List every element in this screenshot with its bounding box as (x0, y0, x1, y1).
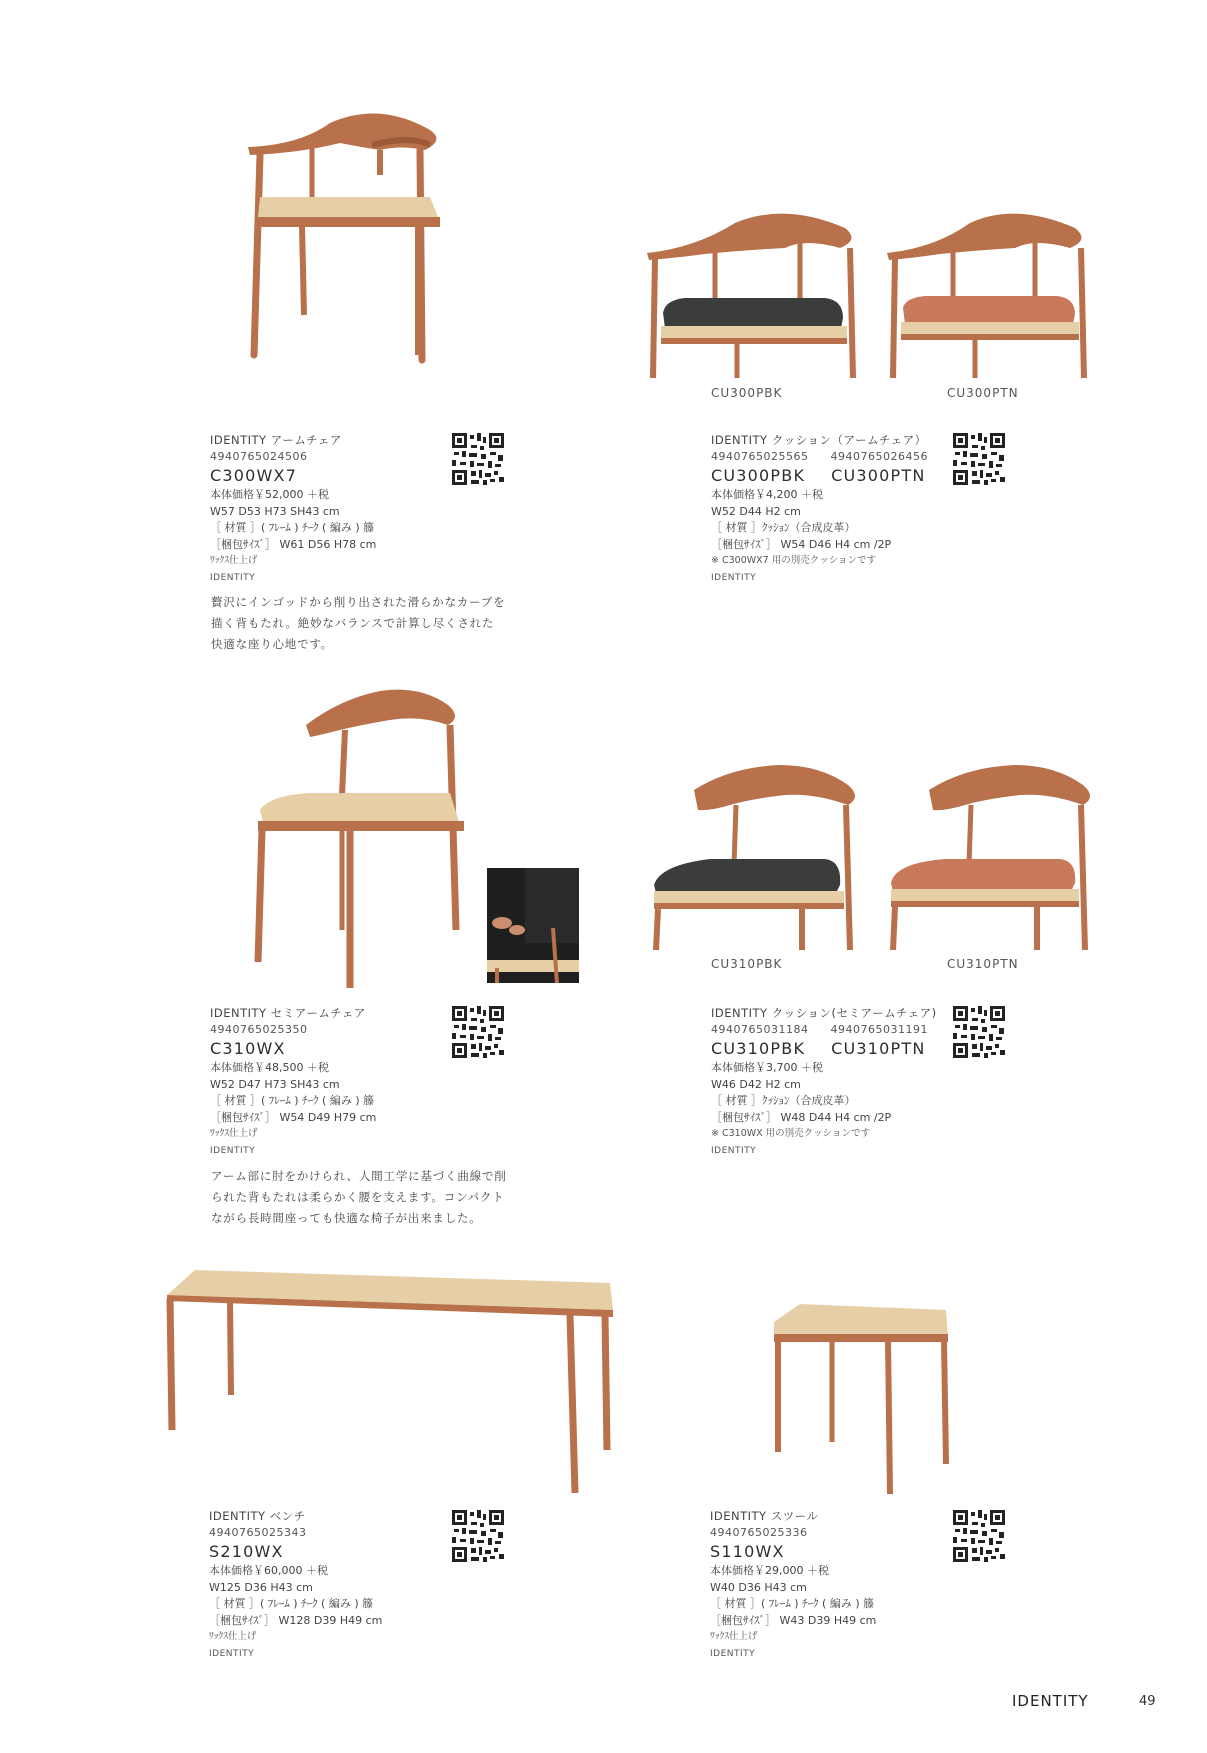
product-info-c310wx (210, 1005, 540, 1159)
material: ［ 材質 ］ｸｯｼｮﾝ（合成皮革） (711, 1094, 856, 1107)
product-name: IDENTITY アームチェア (210, 433, 342, 447)
stool-s110wx-photo (770, 1302, 950, 1497)
product-code: C310WX (210, 1039, 286, 1058)
cushion-chair-cu310pbk-photo (650, 765, 862, 950)
product-description (211, 1166, 531, 1229)
photo-caption: CU310PTN (947, 957, 1019, 971)
brand-label: IDENTITY (710, 1648, 756, 1659)
size: W40 D36 H43 cm (710, 1580, 807, 1594)
product-name: IDENTITY クッション（アームチェア） (711, 433, 927, 447)
description-line: アーム部に肘をかけられ、人間工学に基づく曲線で削 (211, 1169, 507, 1183)
package-size: ［梱包ｻｲｽﾞ］ W43 D39 H49 cm (710, 1613, 877, 1627)
product-code: CU310PBK (711, 1039, 806, 1058)
product-name: IDENTITY スツール (710, 1509, 819, 1523)
product-code: S210WX (209, 1542, 284, 1561)
semi-armchair-c310wx-photo (250, 685, 480, 990)
product-name: IDENTITY ベンチ (209, 1509, 306, 1523)
jan-code: 4940765031191 (830, 1022, 928, 1036)
cushion-chair-cu310ptn-photo (885, 765, 1097, 950)
product-code: C300WX7 (210, 466, 298, 485)
note: ※ C310WX 用の別売クッションです (711, 1128, 870, 1139)
description-line: ながら長時間座っても快適な椅子が出来ました。 (211, 1211, 482, 1225)
footer-brand: IDENTITY (1012, 1692, 1089, 1710)
product-code: CU310PTN (831, 1039, 926, 1058)
description-line: 描く背もたれ。絶妙なバランスで計算し尽くされた (211, 616, 495, 630)
brand-label: IDENTITY (210, 572, 256, 583)
price: 本体価格￥52,000 ＋税 (210, 488, 329, 501)
material: ［ 材質 ］( ﾌﾚｰﾑ ) ﾁｰｸ ( 編み ) 籐 (210, 1094, 375, 1107)
description-line: 贅沢にインゴッドから削り出された滑らかなカーブを (211, 595, 506, 609)
package-size: ［梱包ｻｲｽﾞ］ W128 D39 H49 cm (209, 1613, 383, 1627)
size: W52 D47 H73 SH43 cm (210, 1077, 340, 1091)
note: ※ C300WX7 用の別売クッションです (711, 555, 877, 566)
product-description (211, 592, 531, 655)
brand-label: IDENTITY (210, 1145, 256, 1156)
package-size: ［梱包ｻｲｽﾞ］ W54 D49 H79 cm (210, 1110, 377, 1124)
photo-caption: CU300PBK (711, 386, 783, 400)
product-info-c300wx7 (210, 432, 540, 586)
photo-caption: CU310PBK (711, 957, 783, 971)
armchair-c300wx7-photo (240, 105, 480, 405)
size: W52 D44 H2 cm (711, 504, 801, 518)
jan-code: 4940765031184 (711, 1022, 809, 1036)
size: W57 D53 H73 SH43 cm (210, 504, 340, 518)
finish: ﾜｯｸｽ仕上げ (210, 555, 258, 566)
package-size: ［梱包ｻｲｽﾞ］ W48 D44 H4 cm /2P (711, 1110, 892, 1124)
product-info-cu300 (711, 432, 971, 586)
size: W46 D42 H2 cm (711, 1077, 801, 1091)
jan-code: 4940765025565 (711, 449, 809, 463)
usage-photo (487, 868, 579, 983)
cushion-chair-cu300pbk-photo (645, 208, 865, 380)
material: ［ 材質 ］( ﾌﾚｰﾑ ) ﾁｰｸ ( 編み ) 籐 (210, 521, 375, 534)
description-line: 快適な座り心地です。 (211, 637, 334, 651)
jan-code: 4940765025343 (209, 1525, 307, 1539)
product-code: S110WX (710, 1542, 785, 1561)
description-line: られた背もたれは柔らかく腰を支えます。コンパクト (211, 1190, 505, 1204)
material: ［ 材質 ］ｸｯｼｮﾝ（合成皮革） (711, 521, 856, 534)
product-name: IDENTITY セミアームチェア (210, 1006, 366, 1020)
package-size: ［梱包ｻｲｽﾞ］ W54 D46 H4 cm /2P (711, 537, 892, 551)
jan-code: 4940765025350 (210, 1022, 308, 1036)
bench-s210wx-photo (165, 1265, 615, 1495)
finish: ﾜｯｸｽ仕上げ (210, 1128, 258, 1139)
price: 本体価格￥48,500 ＋税 (210, 1061, 329, 1074)
product-info-s210wx (209, 1508, 539, 1662)
package-size: ［梱包ｻｲｽﾞ］ W61 D56 H78 cm (210, 537, 377, 551)
product-code: CU300PTN (831, 466, 926, 485)
brand-label: IDENTITY (209, 1648, 255, 1659)
product-info-cu310 (711, 1005, 971, 1159)
product-code: CU300PBK (711, 466, 806, 485)
size: W125 D36 H43 cm (209, 1580, 313, 1594)
material: ［ 材質 ］( ﾌﾚｰﾑ ) ﾁｰｸ ( 編み ) 籐 (209, 1597, 374, 1610)
price: 本体価格￥60,000 ＋税 (209, 1564, 328, 1577)
jan-code: 4940765026456 (830, 449, 928, 463)
price: 本体価格￥29,000 ＋税 (710, 1564, 829, 1577)
page-number: 49 (1139, 1694, 1156, 1709)
product-info-s110wx (710, 1508, 1040, 1662)
cushion-chair-cu300ptn-photo (885, 208, 1095, 380)
product-name: IDENTITY クッション(セミアームチェア) (711, 1006, 937, 1020)
price: 本体価格￥4,200 ＋税 (711, 488, 823, 501)
jan-code: 4940765024506 (210, 449, 308, 463)
jan-code: 4940765025336 (710, 1525, 808, 1539)
material: ［ 材質 ］( ﾌﾚｰﾑ ) ﾁｰｸ ( 編み ) 籐 (710, 1597, 875, 1610)
photo-caption: CU300PTN (947, 386, 1019, 400)
brand-label: IDENTITY (711, 572, 757, 583)
price: 本体価格￥3,700 ＋税 (711, 1061, 823, 1074)
brand-label: IDENTITY (711, 1145, 757, 1156)
finish: ﾜｯｸｽ仕上げ (710, 1631, 758, 1642)
finish: ﾜｯｸｽ仕上げ (209, 1631, 257, 1642)
